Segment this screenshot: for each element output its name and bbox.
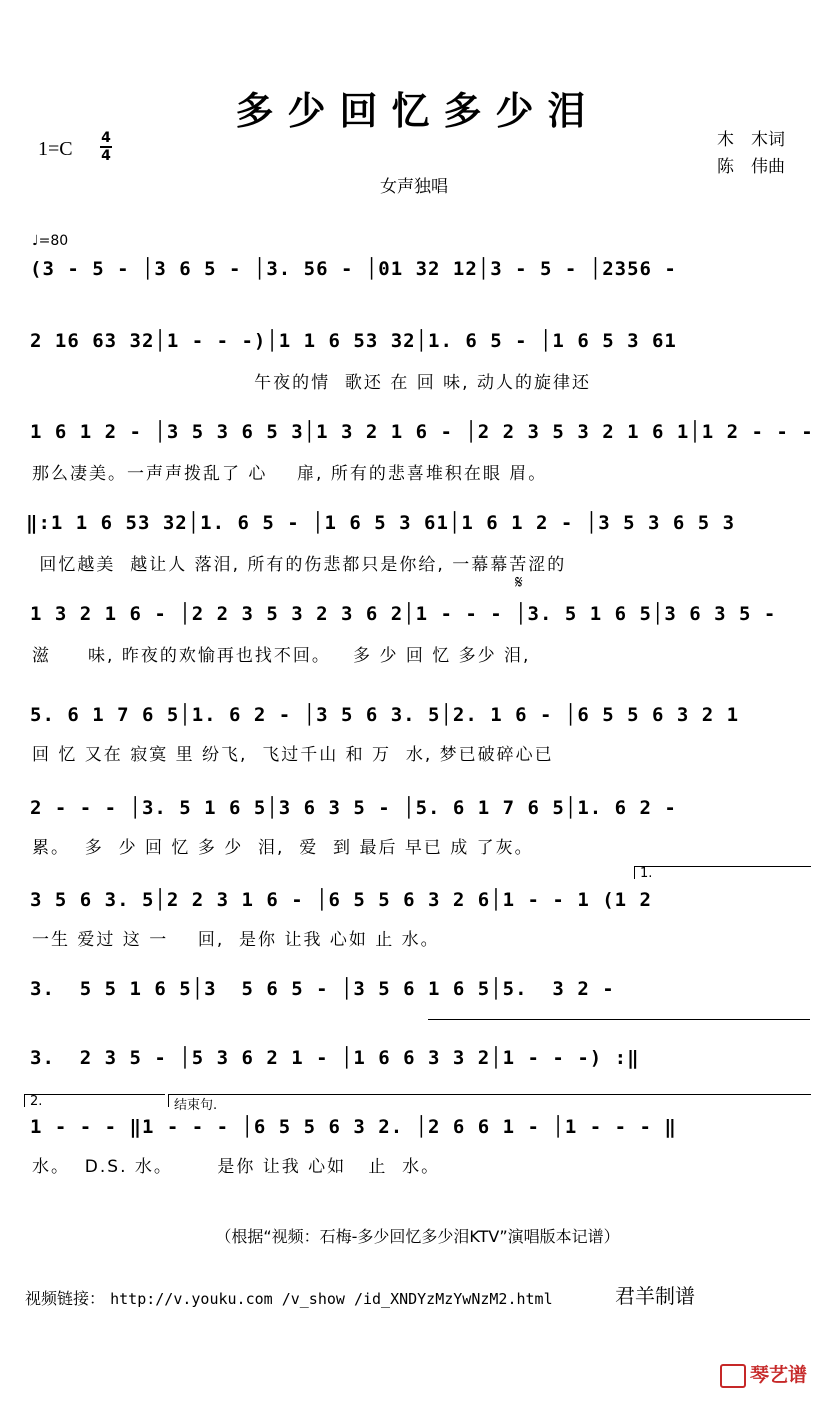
volta-2-label: 2. [30, 1094, 43, 1109]
lyrics-line: 水。 D.S. 水。 是你 让我 心如 止 水。 [32, 1157, 441, 1177]
notation-line: 1 3 2 1 6 - │2 2 3 5 3 2 3 6 2│1 - - - │3. 5 1 6 5│3 6 3 5 - [30, 603, 777, 625]
source-note: （根据“视频：石梅-多少回忆多少泪KTV”演唱版本记谱） [215, 1227, 620, 1246]
credits [717, 127, 785, 181]
lyrics-line: 回忆越美 越让人 落泪, 所有的伤悲都只是你给, 一幕幕苦涩的 [32, 555, 567, 575]
video-link-label: 视频链接： [25, 1289, 106, 1308]
volta-1-label: 1. [640, 866, 653, 881]
volta-1-bracket [634, 866, 811, 879]
segno-sign: 𝄋 [515, 572, 523, 593]
notation-line: 2 16 63 32│1 - - -)│1 1 6 53 32│1. 6 5 - │1 6 5 3 61 [30, 330, 677, 352]
volta-2-bracket [24, 1094, 165, 1107]
time-signature-top: 4 [101, 130, 111, 146]
time-signature [100, 131, 112, 163]
notation-line: 3. 5 5 1 6 5│3 5 6 5 - │3 5 6 1 6 5│5. 3 2 - [30, 978, 615, 1000]
lyrics-line: 滋 味, 昨夜的欢愉再也找不回。 多 少 回 忆 多少 泪, [32, 646, 531, 666]
logo-icon [720, 1364, 746, 1388]
lyrics-line: 一生 爱过 这 一 回, 是你 让我 心如 止 水。 [32, 930, 440, 950]
lyrics-line: 午夜的情 歌还 在 回 味, 动人的旋律还 [32, 373, 591, 393]
ending-label: 结束句. [174, 1098, 218, 1113]
repeat-bracket-line [428, 1019, 810, 1020]
singer-type: 女声独唱 [380, 177, 448, 197]
video-link-url[interactable]: http://v.youku.com /v_show /id_XNDYzMzYwNzM2.html [110, 1290, 553, 1308]
lyrics-line: 回 忆 又在 寂寞 里 纷飞, 飞过千山 和 万 水, 梦已破碎心已 [32, 745, 554, 765]
page-title: 多少回忆多少泪 [235, 88, 600, 133]
notation-line: 1 6 1 2 - │3 5 3 6 5 3│1 3 2 1 6 - │2 2 3 5 3 2 1 6 1│1 2 - - - [30, 421, 814, 443]
key-signature: 1=C [38, 138, 73, 160]
site-logo [720, 1360, 807, 1388]
ending-bracket [168, 1094, 811, 1107]
logo-text: 琴艺谱 [750, 1364, 808, 1386]
notation-line: ‖:1 1 6 53 32│1. 6 5 - │1 6 5 3 61│1 6 1 2 - │3 5 3 6 5 3 [26, 512, 736, 534]
lyricist: 木 木词 [717, 130, 785, 150]
lyrics-line: 累。 多 少 回 忆 多 少 泪, 爱 到 最后 早已 成 了灰。 [32, 838, 534, 858]
notation-line: 5. 6 1 7 6 5│1. 6 2 - │3 5 6 3. 5│2. 1 6 - │6 5 5 6 3 2 1 [30, 704, 740, 726]
notation-line: 3. 2 3 5 - │5 3 6 2 1 - │1 6 6 3 3 2│1 - - -) :‖ [30, 1047, 640, 1069]
lyrics-line: 那么凄美。一声声拨乱了 心 扉, 所有的悲喜堆积在眼 眉。 [32, 464, 548, 484]
notation-line: 3 5 6 3. 5│2 2 3 1 6 - │6 5 5 6 3 2 6│1 - - 1 (1 2 [30, 889, 652, 911]
notation-line: 2 - - - │3. 5 1 6 5│3 6 3 5 - │5. 6 1 7 6 5│1. 6 2 - [30, 797, 677, 819]
notation-line: (3 - 5 - │3 6 5 - │3. 56 - │01 32 12│3 - 5 - │2356 - [30, 258, 677, 280]
video-link [25, 1286, 553, 1309]
notation-line: 1 - - - ‖1 - - - │6 5 5 6 3 2. │2 6 6 1 - │1 - - - ‖ [30, 1116, 677, 1138]
composer: 陈 伟曲 [717, 157, 785, 177]
arranger-signature: 君羊制谱 [615, 1284, 695, 1308]
tempo-marking: ♩=80 [32, 233, 69, 249]
time-signature-bottom: 4 [101, 148, 111, 164]
